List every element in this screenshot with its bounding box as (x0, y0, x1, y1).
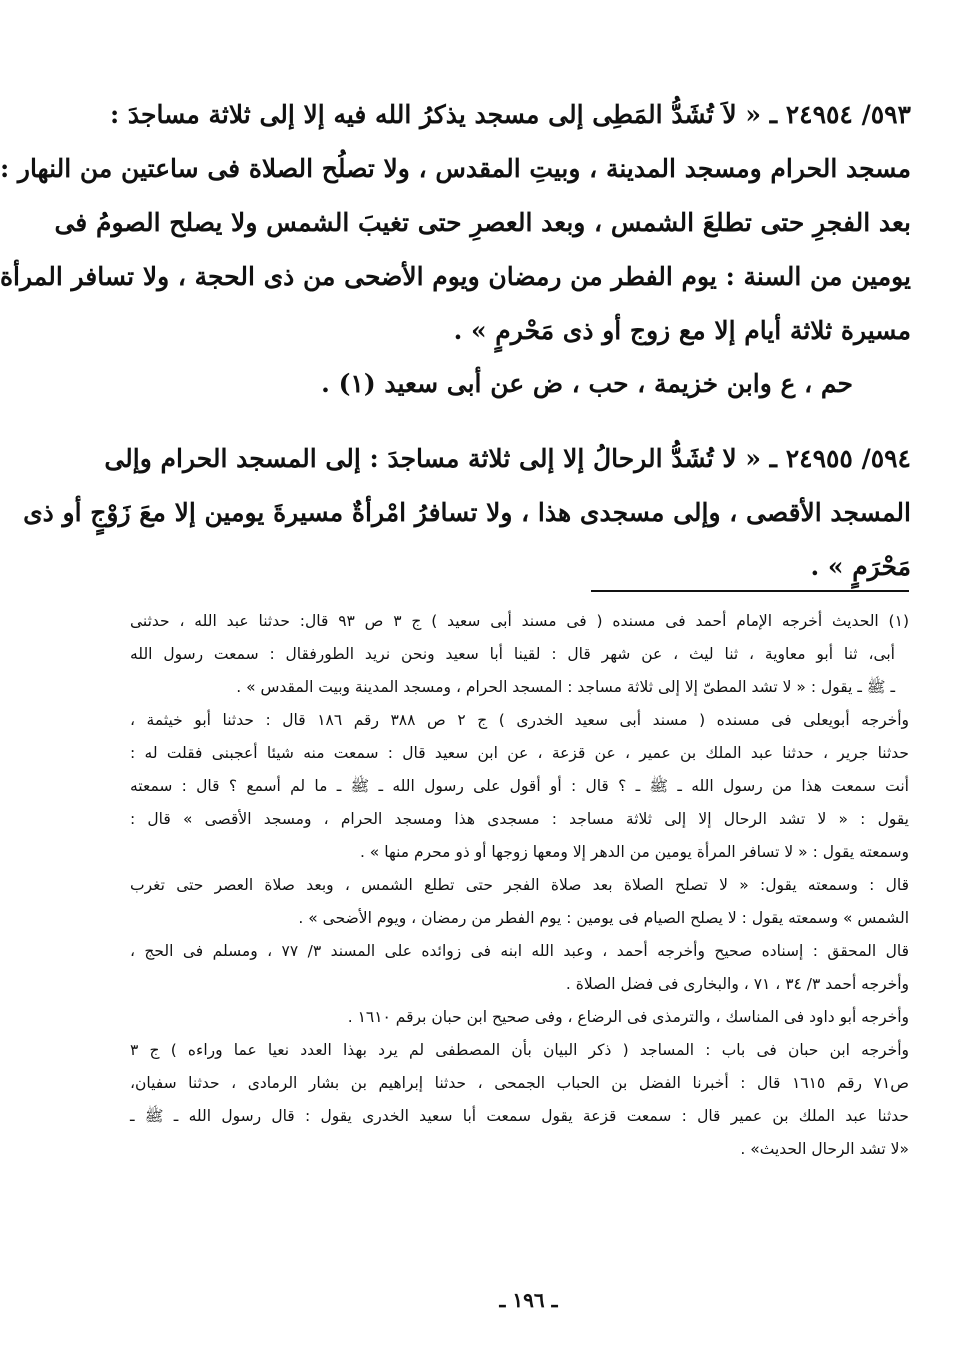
footnote-line: قال المحقق : إسناده صحيح وأخرجه أحمد ، وعبد الله ابنه فى زوائده على المسند ٣/ ٧٧ ، ومسلم فى الحج ، (130, 942, 909, 960)
page-number: ـ ١٩٦ ـ (499, 1288, 558, 1312)
footnote-line: وأخرجه أبو داود فى المناسك ، والترمذى فى الرضاع ، وفى صحيح ابن حبان برقم ١٦١٠ . (347, 1008, 909, 1026)
footnote-line: وأخرجه أحمد ٣/ ٣٤ ، ٧١ ، والبخارى فى فضل الصلاة . (565, 975, 909, 993)
footnote-line: حدثنا جرير ، حدثنا عبد الملك بن عمير ، عن قزعة ، عن ابن سعيد قال : سمعت منه شيئا أعجبنى فقلت له : (130, 744, 909, 762)
footnote-line: وسمعته يقول : « لا تسافر المرأة يومين من الدهر إلا ومعها زوجها أو ذو محرم منها » . (359, 843, 909, 861)
footnote-line: ـ ﷺ ـ يقول : « لا تشد المطىّ إلا إلى ثلاثة مساجد : المسجد الحرام ، ومسجد المدينة وبيت المقدس » . (236, 678, 895, 696)
footnote-separator (591, 590, 909, 592)
footnote-line: الشمس » وسمعته يقول : لا يصلح الصيام فى يومين : يوم الفطر من رمضان ، ويوم الأضحى » . (298, 909, 909, 927)
hadith-594-line: المسجد الأقصى ، وإلى مسجدى هذا ، ولا تسافرُ امْرأةٌ مسيرةَ يومين إلا معَ زَوْجٍ أو ذى (23, 498, 911, 527)
hadith-594-line: مَحْرَمٍ » . (810, 552, 911, 581)
hadith-593-source: حم ، ع وابن خزيمة ، حب ، ض عن أبى سعيد (١) . (321, 369, 853, 398)
hadith-593-line: مسجد الحرام ومسجد المدينة ، وبيتِ المقدس ، ولا تصلُح الصلاة فى ساعتين من النهار : (0, 154, 911, 183)
hadith-593-line: بعد الفجرِ حتى تطلعَ الشمس ، وبعد العصرِ حتى تغيبَ الشمس ولا يصلح الصومُ فى (54, 208, 911, 237)
footnote-line: يقول : « لا تشد الرحال إلا إلى ثلاثة مساجد : مسجدى هذا ومسجد الحرام ، ومسجد الأقصى » قال : (130, 810, 909, 828)
footnote-line: وأخرجه ابن حبان فى باب : المساجد ( ذكر البيان بأن المصطفى لم يرد بهذا العدد نعيا عما وراءه ) ج ٣ (130, 1041, 909, 1059)
hadith-593-line: ٥٩٣/ ٢٤٩٥٤ ـ « لاَ تُشَدُّ المَطِى إلى مسجد يذكرُ الله فيه إلا إلى ثلاثة مساجدَ : (109, 100, 911, 129)
main-text (0, 88, 911, 594)
footnote-line: أنت سمعت هذا من رسول الله ـ ﷺ ـ ؟ قال : أو أقول على رسول الله ـ ﷺ ـ ما لم أسمع ؟ قال : سمعته (130, 777, 909, 795)
hadith-593-line: مسيرة ثلاثة أيام إلا مع زوج أو ذى مَحْرمٍ » . (453, 316, 911, 345)
footnote (130, 605, 909, 1166)
hadith-593-line: يومين من السنة : يوم الفطر من رمضان ويوم الأضحى من ذى الحجة ، ولا تسافر المرأة (0, 262, 911, 291)
footnote-line: «لا تشد الرحال الحديث» . (740, 1140, 909, 1158)
footnote-line: حدثنا عبد الملك بن عمير قال : سمعت قزعة يقول سمعت أبا سعيد الخدرى يقول : قال رسول الله ـ ﷺ ـ (130, 1107, 909, 1125)
hadith-594-line: ٥٩٤/ ٢٤٩٥٥ ـ « لا تُشَدُّ الرحالُ إلا إلى ثلاثة مساجدَ : إلى المسجد الحرام وإلى (104, 444, 911, 473)
footnote-line: قال : وسمعته يقول: « لا تصلح الصلاة بعد صلاة الفجر حتى تطلع الشمس ، وبعد صلاة العصر حتى تغرب (130, 876, 909, 894)
footnote-line: (١) الحديث أخرجه الإمام أحمد فى مسنده ( فى مسند أبى سعيد ) ج ٣ ص ٩٣ قال: حدثنا عبد الله ، حدثنى (130, 612, 909, 630)
hadith-594 (23, 432, 911, 594)
footnote-line: أبى، ثنا أبو معاوية ، ثنا ليث ، عن شهر قال : لقينا أبا سعيد ونحن نريد الطورفقال : سمعت رسول الله (130, 645, 895, 663)
footnote-line: ص٧١ رقم ١٦١٥ قال : أخبرنا الفضل بن الحباب الجمحى ، حدثنا إبراهيم بن بشار الرمادى ، حدثنا سفيان، (130, 1074, 909, 1092)
hadith-593 (0, 88, 911, 410)
footnote-line: وأخرجه أبويعلى فى مسنده ( مسند أبى سعيد الخدرى ) ج ٢ ص ٣٨٨ رقم ١٨٦ قال : حدثنا أبو خيثمة ، (130, 711, 909, 729)
